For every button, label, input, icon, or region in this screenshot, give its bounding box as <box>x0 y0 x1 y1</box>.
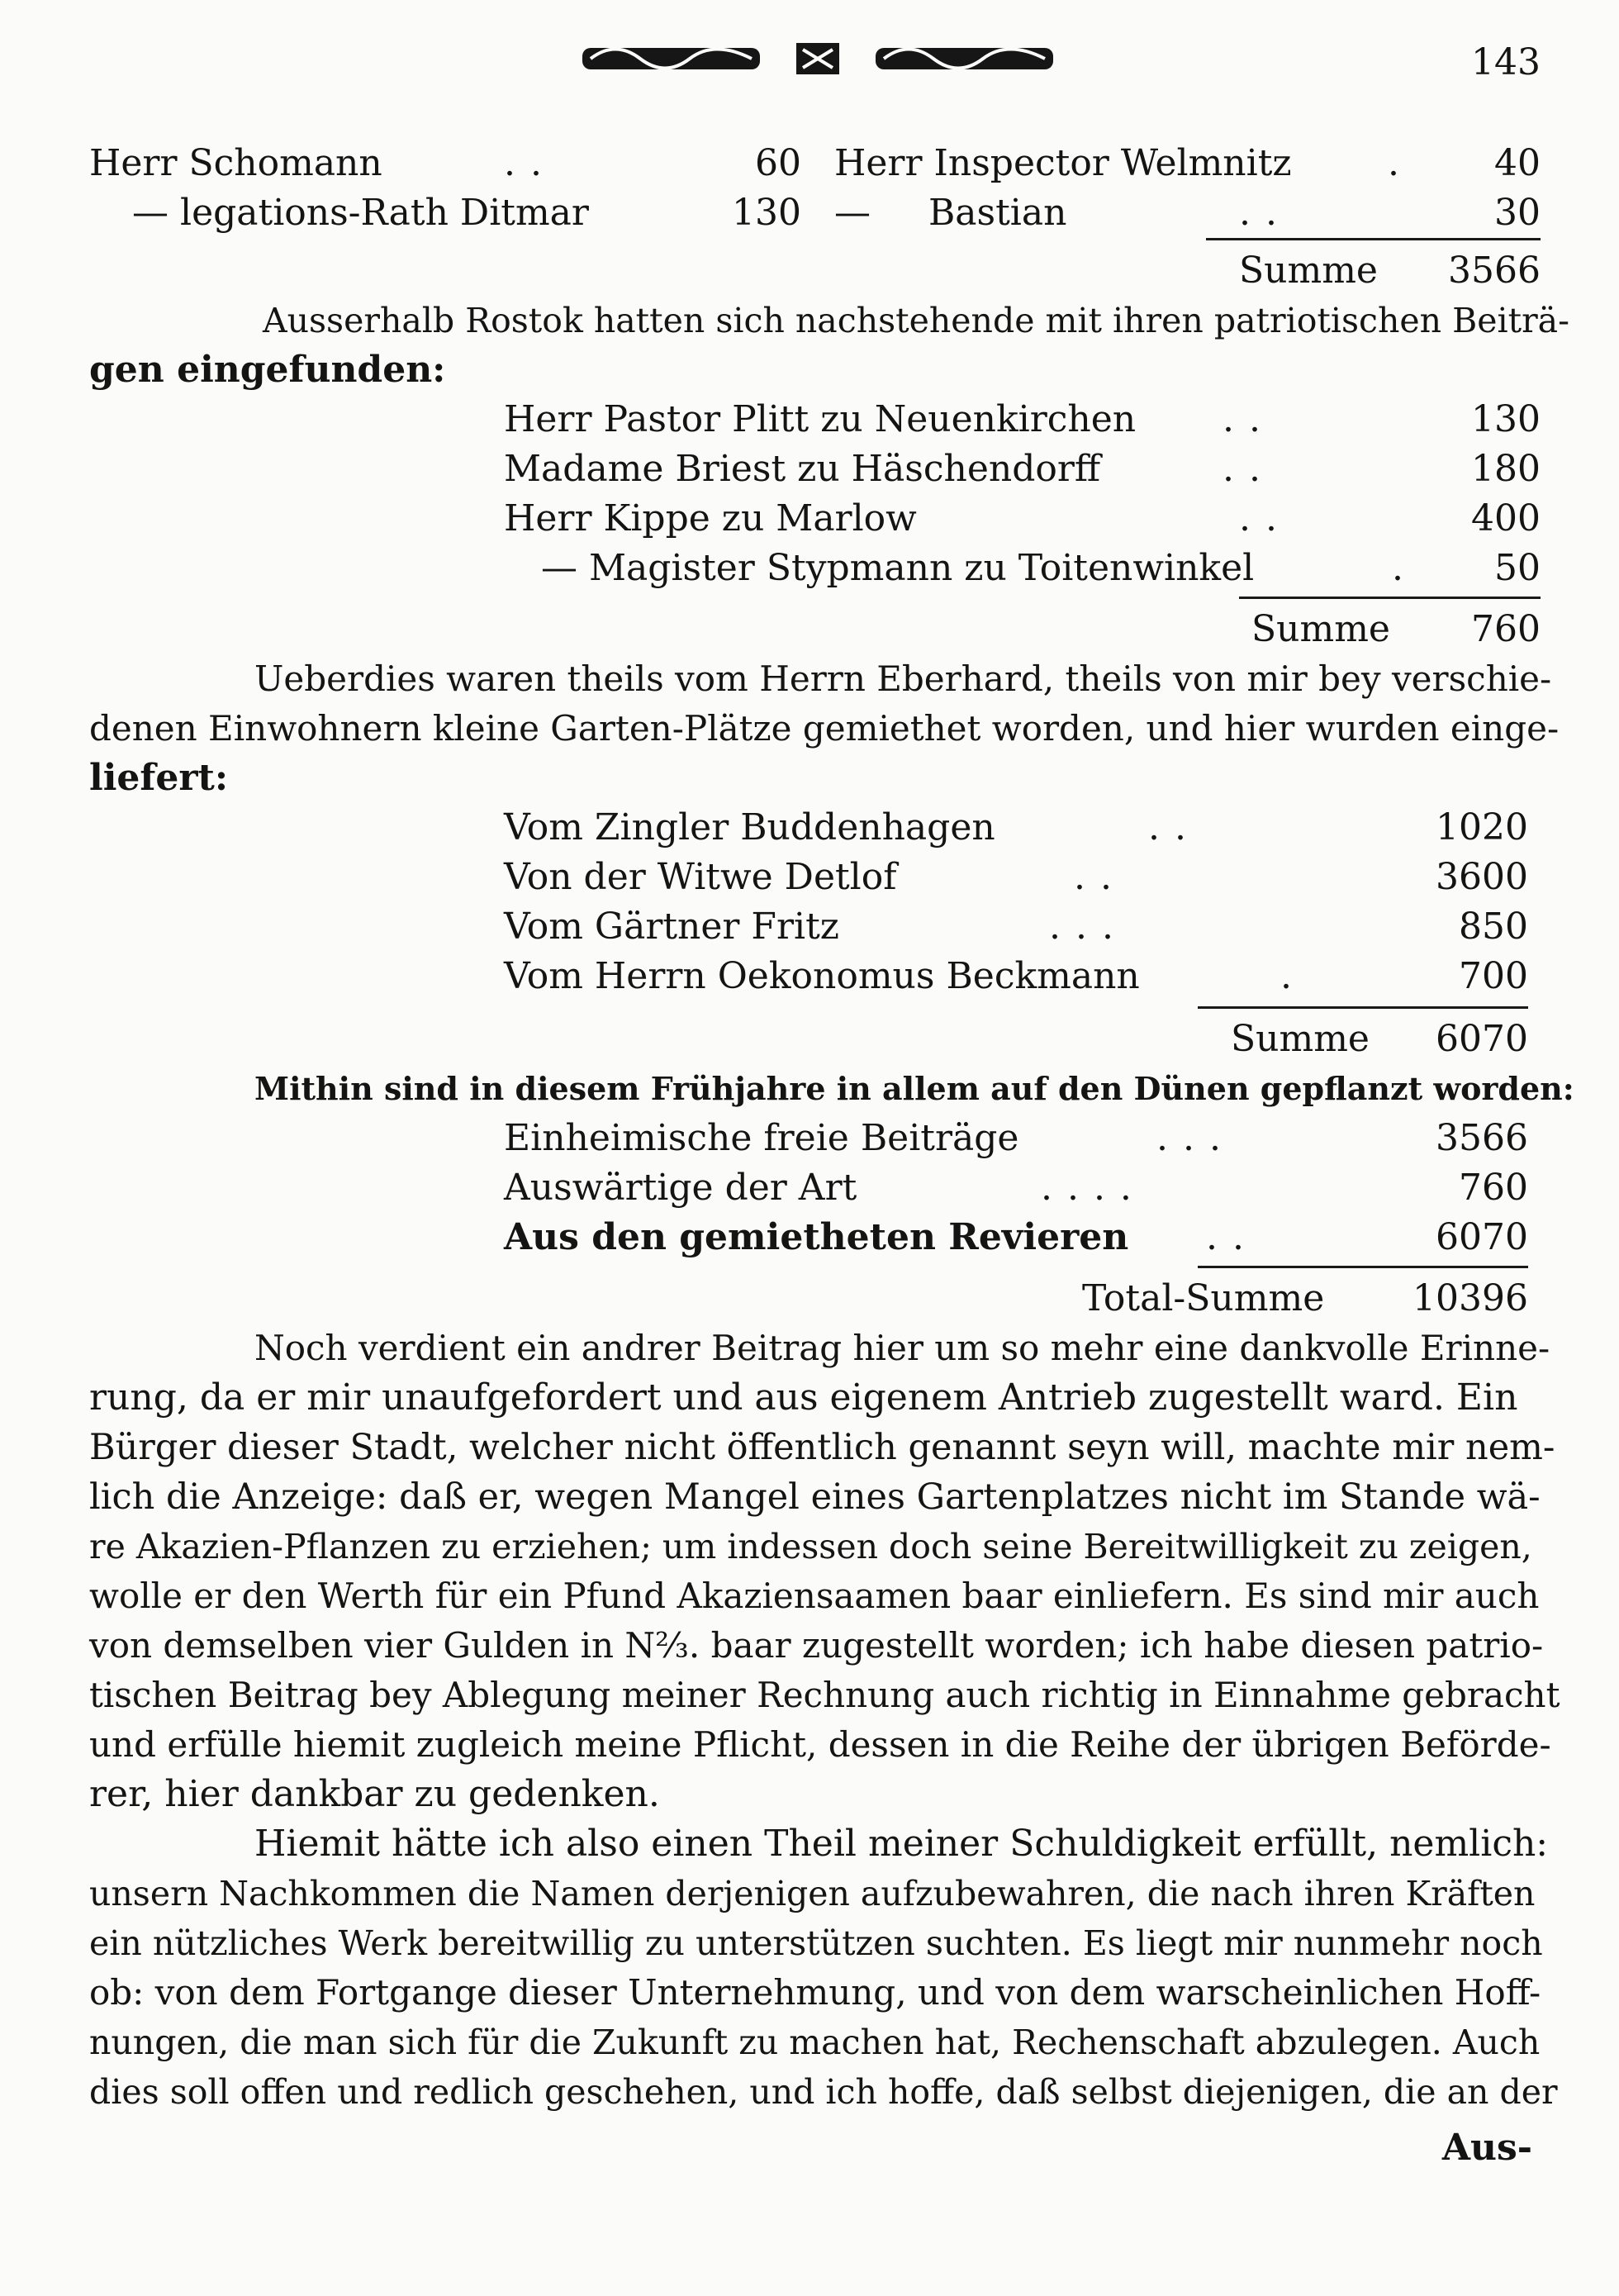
intro-line: liefert: <box>89 757 229 799</box>
list-item-name: — legations-Rath Ditmar <box>132 192 589 234</box>
list-item-name: Von der Witwe Detlof <box>504 856 897 898</box>
list-item-amount: 130 <box>732 192 801 234</box>
paragraph-line: Bürger dieser Stadt, welcher nicht öffentlich genannt seyn will, machte mir nem- <box>89 1427 1555 1468</box>
list-item-name: Herr Kippe zu Marlow <box>504 497 917 540</box>
paragraph-line: und erfülle hiemit zugleich meine Pflicht, dessen in die Reihe der übrigen Beförde- <box>89 1724 1551 1765</box>
list-item-amount: 130 <box>1471 398 1541 440</box>
paragraph-line: nungen, die man sich für die Zukunft zu machen hat, Rechenschaft abzulegen. Auch <box>89 2023 1541 2062</box>
list-item-amount: 50 <box>1494 547 1541 589</box>
paragraph-line: Noch verdient ein andrer Beitrag hier um so mehr eine dankvolle Erinne- <box>254 1328 1550 1368</box>
list-item-name: Vom Gärtner Fritz <box>504 906 839 948</box>
intro-line: Ausserhalb Rostok hatten sich nachstehende mit ihren patriotischen Beiträ- <box>263 301 1569 340</box>
leader-dots: . . <box>1239 497 1279 540</box>
sum-label: Summe <box>1231 1018 1370 1060</box>
sum-value: 6070 <box>1436 1018 1528 1060</box>
list-item-name: Herr Inspector Welmnitz <box>834 142 1292 184</box>
catchword: Aus- <box>1441 2127 1532 2169</box>
list-item-name: Auswärtige der Art <box>504 1167 857 1209</box>
sum-value: 3566 <box>1448 250 1541 292</box>
paragraph-line: Hiemit hätte ich also einen Theil meiner Schuldigkeit erfüllt, nemlich: <box>254 1823 1549 1865</box>
leader-dots: . <box>1280 955 1294 997</box>
list-item-name: Madame Briest zu Häschendorff <box>504 448 1101 490</box>
leader-dots: . . <box>504 142 544 184</box>
list-item-amount: 700 <box>1459 955 1528 997</box>
sum-rule <box>1239 597 1541 599</box>
paragraph-line: re Akazien-Pflanzen zu erziehen; um indessen doch seine Bereitwilligkeit zu zeigen, <box>89 1527 1532 1566</box>
paragraph-line: von demselben vier Gulden in N⅔. baar zugestellt worden; ich habe diesen patrio- <box>89 1625 1544 1666</box>
paragraph-line: dies soll offen und redlich geschehen, und ich hoffe, daß selbst diejenigen, die an der <box>89 2072 1558 2112</box>
paragraph-line: lich die Anzeige: daß er, wegen Mangel eines Gartenplatzes nicht im Stande wä- <box>89 1476 1541 1518</box>
header-ornament-right-icon <box>876 40 1053 78</box>
list-item-amount: 3566 <box>1436 1117 1528 1159</box>
leader-dots: . . <box>1074 856 1113 898</box>
sum-rule <box>1198 1266 1528 1268</box>
leader-dots: . <box>1388 142 1401 184</box>
leader-dots: . . . <box>1156 1117 1223 1159</box>
sum-value: 760 <box>1471 608 1541 650</box>
paragraph-line: rung, da er mir unaufgefordert und aus eigenem Antrieb zugestellt ward. Ein <box>89 1376 1518 1419</box>
list-item-amount: 30 <box>1494 192 1541 234</box>
paragraph-line: tischen Beitrag bey Ablegung meiner Rechnung auch richtig in Einnahme gebracht <box>89 1675 1560 1715</box>
list-item-amount: 760 <box>1459 1167 1528 1209</box>
list-item-amount: 60 <box>755 142 801 184</box>
leader-dots: . . <box>1223 398 1262 440</box>
intro-line: Mithin sind in diesem Frühjahre in allem auf den Dünen gepflanzt worden: <box>254 1070 1574 1107</box>
total-value: 10396 <box>1412 1277 1528 1319</box>
intro-line: denen Einwohnern kleine Garten-Plätze gemiethet worden, und hier wurden einge- <box>89 708 1560 749</box>
leader-dots: . . <box>1223 448 1262 490</box>
paragraph-line: ein nützliches Werk bereitwillig zu unterstützen suchten. Es liegt mir nunmehr noch <box>89 1923 1543 1963</box>
paragraph-line: rer, hier dankbar zu gedenken. <box>89 1773 660 1815</box>
list-item-name: Vom Herrn Oekonomus Beckmann <box>504 955 1140 997</box>
leader-dots: . . <box>1148 806 1188 849</box>
list-item-name: Herr Schomann <box>89 142 382 184</box>
list-item-amount: 1020 <box>1436 806 1528 849</box>
list-item-name: Aus den gemietheten Revieren <box>504 1216 1129 1258</box>
list-item-amount: 3600 <box>1436 856 1528 898</box>
list-item-amount: 40 <box>1494 142 1541 184</box>
paragraph-line: ob: von dem Fortgange dieser Unternehmung, und von dem warscheinlichen Hoff- <box>89 1972 1541 2013</box>
sum-label: Summe <box>1251 608 1390 650</box>
list-item-amount: 400 <box>1471 497 1541 540</box>
sum-rule <box>1206 238 1541 240</box>
total-label: Total-Summe <box>1082 1277 1325 1319</box>
header-ornament-left-icon <box>582 40 760 78</box>
paragraph-line: wolle er den Werth für ein Pfund Akaziensaamen baar einliefern. Es sind mir auch <box>89 1576 1540 1616</box>
list-item-name: — Magister Stypmann zu Toitenwinkel <box>541 547 1255 589</box>
list-item-amount: 180 <box>1471 448 1541 490</box>
leader-dots: . . <box>1239 192 1279 234</box>
leader-dots: . . . . <box>1041 1167 1133 1209</box>
list-item-amount: 6070 <box>1436 1216 1528 1258</box>
list-item-name: — Bastian <box>834 192 1067 234</box>
sum-rule <box>1198 1006 1528 1009</box>
list-item-name: Herr Pastor Plitt zu Neuenkirchen <box>504 398 1137 440</box>
page-number: 143 <box>1471 41 1541 83</box>
intro-line: gen eingefunden: <box>89 349 446 391</box>
list-item-amount: 850 <box>1459 906 1528 948</box>
leader-dots: . <box>1392 547 1405 589</box>
header-ornament-center-icon <box>793 40 843 78</box>
paragraph-line: unsern Nachkommen die Namen derjenigen aufzubewahren, die nach ihren Kräften <box>89 1874 1536 1913</box>
sum-label: Summe <box>1239 250 1378 292</box>
list-item-name: Vom Zingler Buddenhagen <box>504 806 995 849</box>
intro-line: Ueberdies waren theils vom Herrn Eberhard, theils von mir bey verschie- <box>254 658 1552 699</box>
list-item-name: Einheimische freie Beiträge <box>504 1117 1019 1159</box>
leader-dots: . . . <box>1049 906 1115 948</box>
leader-dots: . . <box>1206 1216 1246 1258</box>
